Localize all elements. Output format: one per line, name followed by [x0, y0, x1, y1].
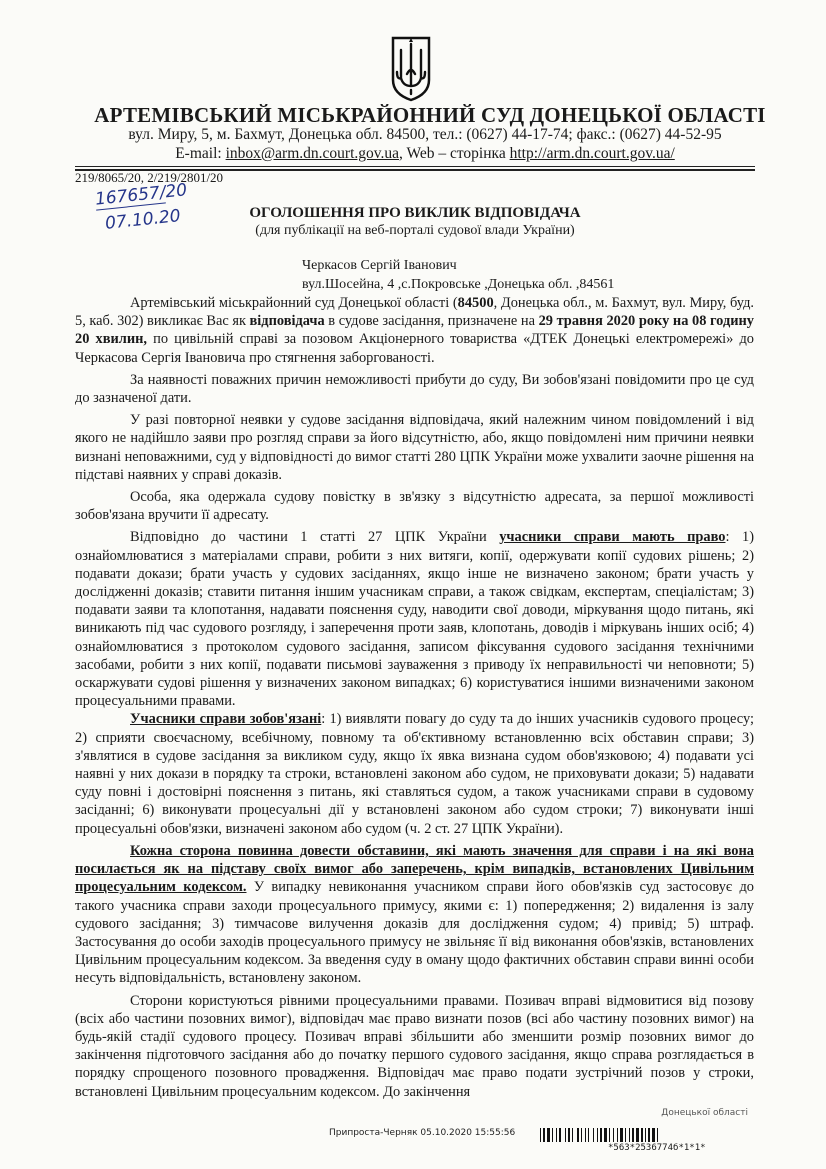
web-label: , Web – сторінка — [399, 145, 510, 162]
barcode-icon — [540, 1128, 760, 1142]
document-body — [75, 294, 754, 1101]
barcode-number: *563*2536774б*1*1* — [608, 1143, 706, 1153]
web-link[interactable]: http://arm.dn.court.gov.ua/ — [509, 145, 675, 162]
announcement-title: ОГОЛОШЕННЯ ПРО ВИКЛИК ВІДПОВІДАЧА — [249, 205, 581, 221]
paragraph-absence: У разі повторної неявки у судове засідання відповідача, який належним чином повідомлений і від якого не надійшло заяви про розгляд справи за його відсутністю, або, якщо повідомлені ним причини неявки визнані неповажними, суд у відповідності до вимог статті 280 ЦПК України може ухвалити заочне рішення на підставі наявних у справі доказів. — [75, 412, 754, 483]
paragraph-notice: За наявності поважних причин неможливості прибути до суду, Ви зобов'язані повідомити про це суд до зазначеної дати. — [75, 371, 754, 407]
trident-emblem-icon — [389, 36, 433, 102]
paragraph-summons: Артемівський міськрайонний суд Донецької області (84500, Донецька обл., м. Бахмут, вул. Миру, буд. 5, каб. 302) викликає Вас як відповідача в судове засідання, призначене на 29 травня 2020 року на 08 годину 20 хвилин, по цивільній справі за позовом Акціонерного товариства «ДТЕК Донецькі електромережі» до Черкасова Сергія Івановича про стягнення заборгованості. — [75, 295, 755, 366]
paragraph-equal-rights: Сторони користуються рівними процесуальними правами. Позивач вправі відмовитися від позову (всіх або частини позовних вимог), відповідач має право визнати позов (всі або частину позовних вимог) на будь-якій стадії судового процесу. Позивач вправі збільшити або зменшити розмір позовних вимог до закінчення підготовчого засідання або до початку першого судового засідання, якщо справа розглядається в порядку спрощеного позовного провадження. Відповідач має право подати зустрічний позов у строки, встановлені Цивільним процесуальним кодексом. До закінчення — [75, 992, 754, 1100]
announcement-subtitle: (для публікації на веб-порталі судової влади України) — [255, 223, 575, 238]
court-contacts — [75, 145, 775, 163]
addressee-address: вул.Шосейна, 4 ,с.Покровське ,Донецька обл. ,84561 — [302, 277, 615, 292]
email-link[interactable]: inbox@arm.dn.court.gov.ua — [225, 145, 399, 162]
paragraph-evidence: Кожна сторона повинна довести обставини, які мають значення для справи і на які вона посилається як на підставу своїх вимог або заперечень, крім випадків, встановлених Цивільним процесуальним кодексом. У випадку невиконання учасником справи його обов'язків суд застосовує до такого учасника справи заходи процесуального примусу, якими є: 1) попередження; 2) видалення із залу судового засідання; 3) тимчасове вилучення доказів для дослідження судом; 4) привід; 5) штраф. Застосування до особи заходів процесуального примусу не звільняє її від виконання обов'язків, встановлених Цивільним процесуальним кодексом. За введення суду в оману щодо фактичних обставин справи винні особи несуть відповідальність, встановлену законом. — [75, 842, 754, 987]
court-stamp-text: Донецької області — [661, 1108, 748, 1118]
header-divider — [75, 166, 755, 167]
addressee-name: Черкасов Сергій Іванович — [302, 258, 457, 273]
court-address: вул. Миру, 5, м. Бахмут, Донецька обл. 84500, тел.: (0627) 44-17-74; факс.: (0627) 44-52-95 — [128, 126, 722, 143]
paragraph-duties: Учасники справи зобов'язані: 1) виявляти повагу до суду та до інших учасників судового процесу; 2) сприяти своєчасному, всебічному, повному та об'єктивному встановленню всіх обставин справи; 3) з'являтися в судове засідання за викликом суду, якщо їх явка визнана судом обов'язковою; 4) подавати усі наявні у них докази в порядку та строки, встановлені законом або судом, не приховувати докази; 5) надавати суду повні і достовірні пояснення з питань, які ставляться судом, а також учасниками справи в судовому засіданні; 6) виконувати процесуальні дії у встановлені законом або судом строки; 7) виконувати інші процесуальні обов'язки, визначені законом або судом (ч. 2 ст. 27 ЦПК України). — [75, 711, 754, 837]
email-label: E-mail: — [175, 145, 226, 162]
paragraph-rights: Відповідно до частини 1 статті 27 ЦПК України учасники справи мають право: 1) ознайомлюватися з матеріалами справи, робити з них витяги, копії, одержувати копії судових рішень; 2) подавати докази; брати участь у судових засіданнях, якщо інше не визначено законом; брати участь у дослідженні доказів; ставити питання іншим учасникам справи, а також свідкам, експертам, спеціалістам; 3) подавати заяви та клопотання, надавати пояснення суду, наводити свої доводи, міркування щодо питань, які виникають під час судового розгляду, і заперечення проти заяв, клопотань, доводів і міркувань інших осіб; 4) ознайомлюватися з протоколом судового засідання, записом фіксування судового засідання технічними засобами, робити з них копії, подавати письмові зауваження з приводу їх неправильності чи неповноти; 5) оскаржувати судові рішення у визначених законом випадках; 6) користуватися іншими визначеними законом процесуальними правами. — [75, 529, 754, 710]
paragraph-delivery: Особа, яка одержала судову повістку в зв'язку з відсутністю адресата, за першої можливості зобов'язана вручити її адресату. — [75, 489, 754, 524]
handwritten-reg-number: 167657/20 — [94, 180, 189, 210]
court-name: АРТЕМІВСЬКИЙ МІСЬКРАЙОННИЙ СУД ДОНЕЦЬКОЇ ОБЛАСТІ — [94, 103, 766, 127]
case-numbers: 219/8065/20, 2/219/2801/20 — [75, 170, 224, 185]
handwritten-date: 07.10.20 — [104, 206, 182, 234]
registration-stamp: Припроста-Черняк 05.10.2020 15:55:56 — [329, 1128, 516, 1138]
